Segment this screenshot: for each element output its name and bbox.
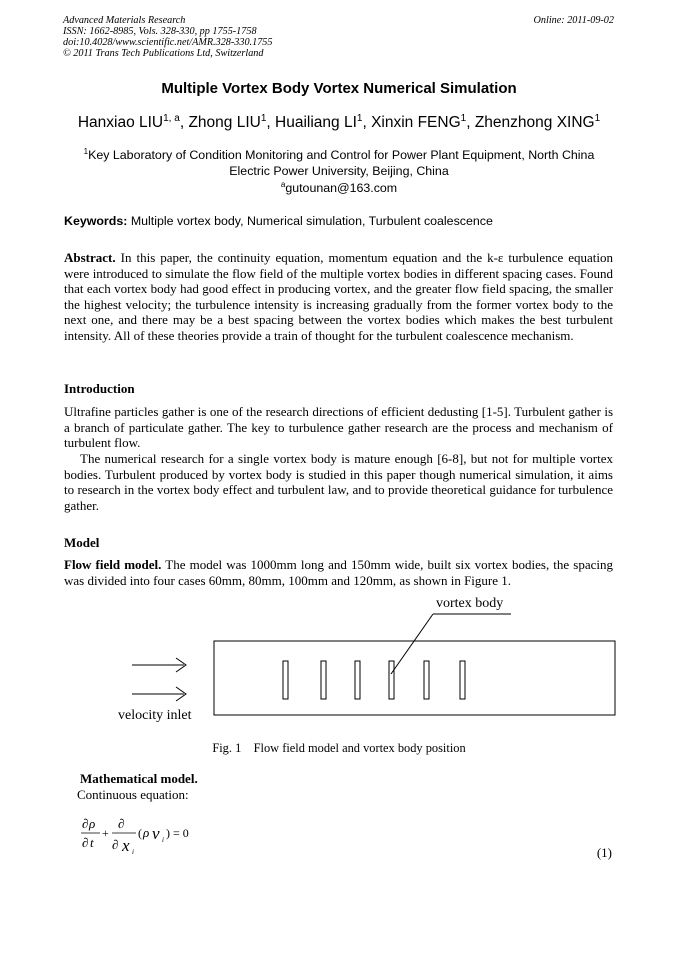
author-superscript: 1: [356, 113, 363, 124]
partial-symbol: ∂: [112, 837, 119, 852]
partial-symbol: ∂: [82, 816, 89, 831]
t-symbol: t: [90, 835, 94, 850]
affiliation-text: Key Laboratory of Condition Monitoring and Control for Power Plant Equipment, North China Electric Power University, Beijing, China: [88, 148, 595, 179]
flow-field-text: The model was 1000mm long and 150mm wide, built six vortex bodies, the spacing was divided into four cases 60mm, 80mm, 100mm and 120mm, as shown in Figure 1.: [64, 557, 614, 588]
flow-field-boundary: [214, 641, 615, 715]
issn-line: ISSN: 1662-8985, Vols. 328-330, pp 1755-1758: [63, 26, 257, 37]
abstract-text: In this paper, the continuity equation, momentum equation and the k-ε turbulence equation were introduced to simulate the flow field of the multiple vortex bodies in different spacing cases. Found that each vortex body had good effect in producing vortex, and the greater flow field spacing, the smaller the highest velocity; the turbulence intensity is increasing gradually from the former vortex body to the next one, and there may be a best spacing between the vortex bodies which makes the best turbulent intensity. All of these theories provide a train of thought for the turbulent coalescence mechanism.: [64, 250, 613, 343]
author-list: Hanxiao LIU$^{1, a}$, Zhong LIU$^1$, Huailiang $LI^1$, Xinxin FENG$^1$, Zhenzhong XING$^1$: [77, 113, 601, 132]
author-name: Zhong LIU: [188, 114, 261, 132]
continuous-equation-label: Continuous equation:: [77, 787, 189, 802]
vortex-body: [321, 661, 326, 699]
mathematical-model-heading: Mathematical model.: [80, 771, 198, 786]
author-name: Huailiang LI: [275, 114, 357, 132]
author-superscript: 1: [260, 113, 267, 124]
flow-field-paragraph: [64, 557, 613, 588]
doi-line: doi:10.4028/www.scientific.net/AMR.328-330.1755: [63, 37, 273, 48]
author-name: Hanxiao LIU: [77, 114, 164, 132]
vortex-body: [283, 661, 288, 699]
x-symbol: x: [122, 836, 130, 855]
vortex-body: [389, 661, 394, 699]
author-email: [0, 180, 678, 195]
equation-number: (1): [596, 845, 612, 860]
introduction-paragraph-1: Ultrafine particles gather is one of the research directions of efficient dedusting [1-5]. Turbulent gather is a branch of particulate gather. The key to turbulence gather research are the process and mechanism of turbulent flow.: [64, 404, 613, 450]
figure-caption: Fig. 1 Flow field model and vortex body position: [212, 741, 466, 755]
flow-field-figure: [110, 592, 620, 732]
left-paren: (: [138, 826, 142, 840]
email-superscript: a: [280, 180, 286, 189]
flow-field-label: Flow field model.: [64, 557, 162, 572]
vortex-body: [460, 661, 465, 699]
vortex-body-leader-line: [391, 614, 433, 674]
v-symbol: v: [152, 824, 160, 843]
author-name: Xinxin FENG: [371, 114, 461, 132]
right-paren: ): [166, 826, 170, 840]
affiliation-superscript: 1: [83, 147, 89, 156]
author-name: Zhenzhong XING: [474, 114, 595, 132]
vortex-body: [355, 661, 360, 699]
introduction-paragraph-2: The numerical research for a single vortex body is mature enough [6-8], but not for multiple vortex bodies. Turbulent produced by vortex body is studied in this paper though numerical simulation, it aims to research in the vortex body effect and turbulent law, and to provide theoretical guidance for turbulence gather.: [64, 451, 613, 513]
copyright-line: © 2011 Trans Tech Publications Ltd, Switzerland: [63, 48, 264, 59]
abstract: [64, 250, 613, 343]
email-address: gutounan@163.com: [285, 181, 398, 196]
model-heading: Model: [64, 535, 100, 550]
journal-header: [63, 15, 272, 59]
subscript-i: i: [132, 848, 134, 856]
partial-symbol: ∂: [82, 835, 89, 850]
keywords: [64, 214, 493, 228]
keywords-text: Multiple vortex body, Numerical simulation, Turbulent coalescence: [130, 214, 493, 228]
partial-symbol: ∂: [118, 816, 125, 831]
rho-symbol: ρ: [143, 825, 150, 840]
author-superscript: 1: [594, 113, 601, 124]
abstract-label: Abstract.: [64, 250, 116, 265]
author-superscript: 1, a: [163, 113, 180, 124]
subscript-i: i: [162, 836, 164, 844]
author-superscript: 1: [460, 113, 467, 124]
keywords-label: Keywords:: [64, 214, 128, 228]
vortex-body: [424, 661, 429, 699]
online-date: Online: 2011-09-02: [533, 15, 614, 26]
introduction-heading: Introduction: [64, 381, 135, 396]
affiliation: [80, 144, 598, 179]
paper-title: Multiple Vortex Body Vortex Numerical Simulation: [161, 80, 517, 97]
journal-name: Advanced Materials Research: [63, 15, 186, 26]
vortex-body-label: vortex body: [436, 596, 504, 611]
plus-sign: +: [102, 826, 109, 840]
rho-symbol: ρ: [89, 816, 96, 831]
velocity-inlet-label: velocity inlet: [118, 708, 192, 723]
equals-zero: = 0: [173, 826, 189, 840]
continuity-equation: [80, 815, 220, 865]
